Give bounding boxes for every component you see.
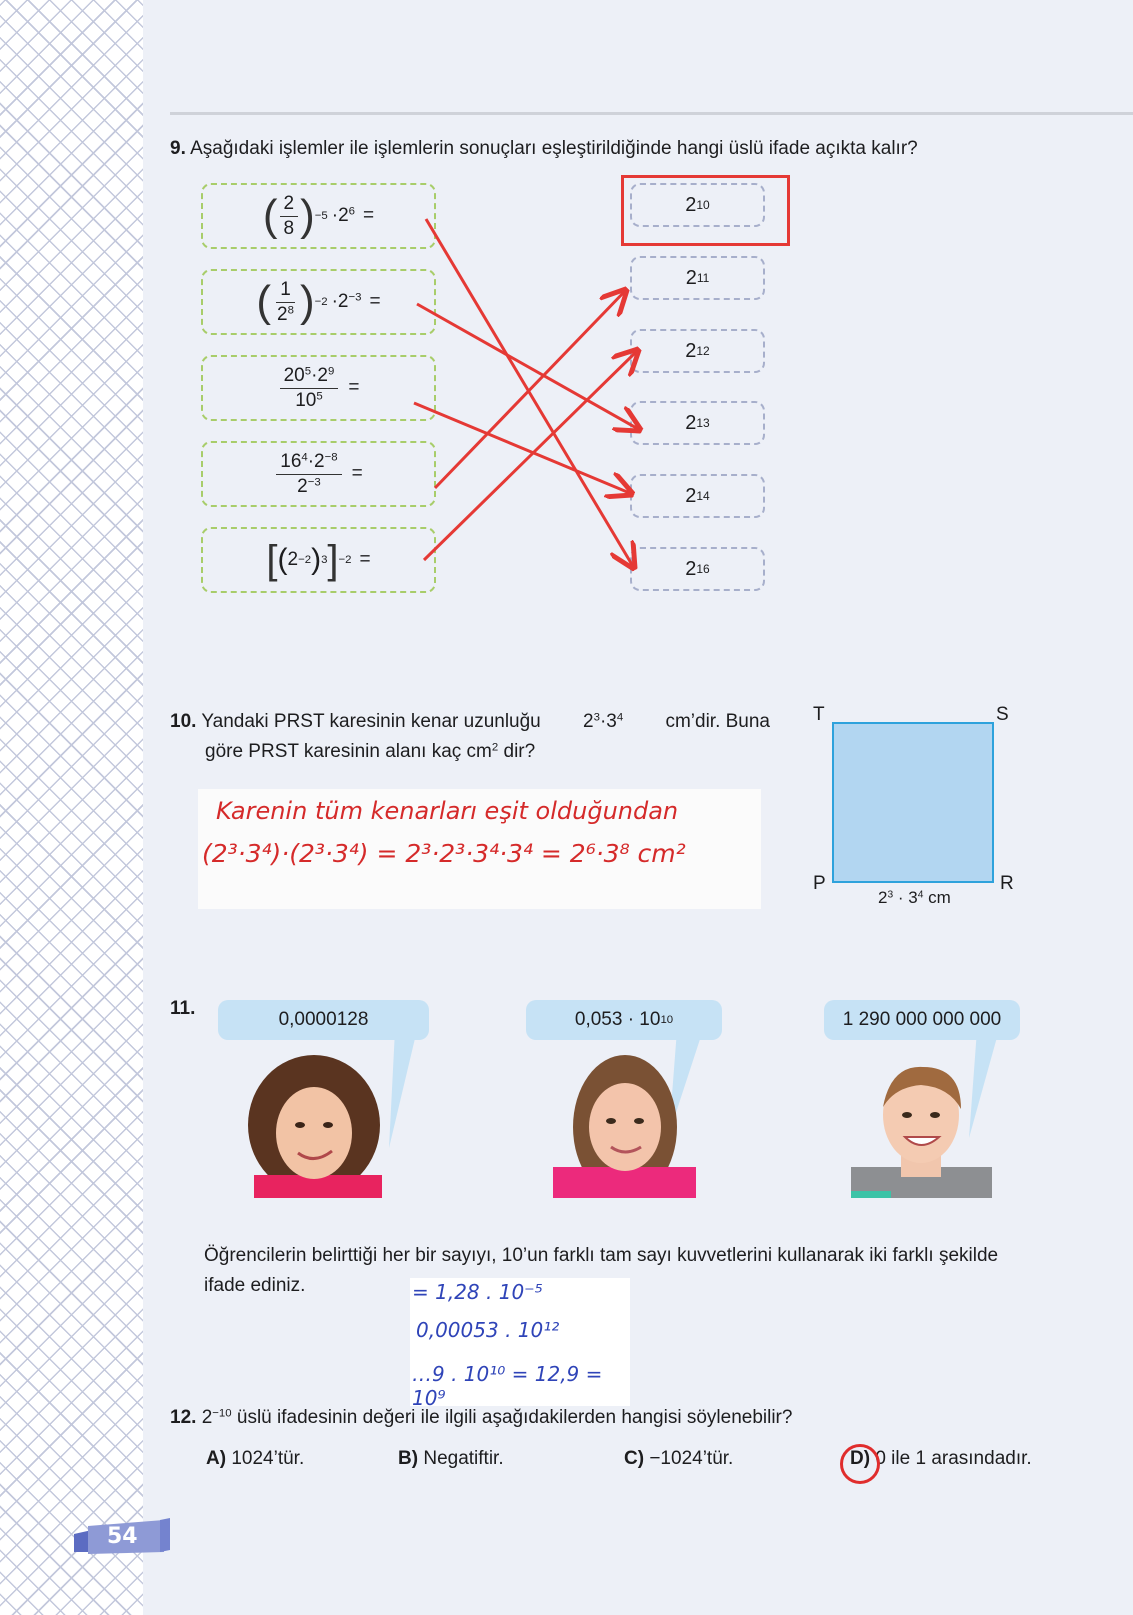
vertex-t: T bbox=[813, 704, 825, 725]
top-divider bbox=[170, 112, 1133, 115]
arrow-e3-to-2-14 bbox=[414, 403, 632, 494]
q11-number: 11. bbox=[170, 998, 196, 1019]
vertex-r: R bbox=[1000, 873, 1014, 894]
expression-box-3: $\frac{20^5\cdot 2^9}{10^5}$ = bbox=[201, 355, 436, 421]
speech-bubble-2: 0,053 · 10 10 bbox=[526, 1000, 722, 1040]
student-photo-boy bbox=[851, 1057, 992, 1198]
vertex-s: S bbox=[996, 704, 1009, 725]
side-length-label: $2^3 \cdot 3^4$ cm bbox=[878, 888, 951, 907]
option-b[interactable]: B) Negatiftir. bbox=[398, 1448, 504, 1469]
student-photo-girl-straight bbox=[553, 1055, 696, 1198]
q11-instruction: Öğrencilerin belirttiği her bir sayıyı, 10’un farklı tam sayı kuvvetlerini kullanarak iki farklı şekilde ifade ediniz. bbox=[204, 1245, 999, 1296]
arrow-e5-to-2-12 bbox=[424, 350, 638, 560]
handwritten-answer-q11: = 1,28 . 10⁻⁵ 0,00053 . 10¹² …9 . 10¹⁰ = 12,9 = 10⁹ bbox=[410, 1278, 630, 1406]
arrow-e1-to-2-16 bbox=[426, 219, 634, 568]
vertex-p: P bbox=[813, 873, 826, 894]
q9-number: 9. bbox=[170, 138, 186, 159]
result-box-2-13: 2 13 bbox=[630, 401, 765, 445]
result-box-2-14: 2 14 bbox=[630, 474, 765, 518]
option-a[interactable]: A) 1024’tür. bbox=[206, 1448, 305, 1469]
result-box-2-12: 2 12 bbox=[630, 329, 765, 373]
result-box-2-16: 2 16 bbox=[630, 547, 765, 591]
decorative-side-pattern bbox=[0, 0, 143, 1615]
expression-box-4: $\frac{16^4\cdot 2^{-8}}{2^{-3}}$ = bbox=[201, 441, 436, 507]
expression-box-2: ( $\frac{1}{2^8}$ ) −2 $\cdot 2^{-3}$ = bbox=[201, 269, 436, 335]
speech-bubble-3: 1 290 000 000 000 bbox=[824, 1000, 1020, 1040]
q12-prompt: 12. $2^{-10}$ üslü ifadesinin değeri ile ilgili aşağıdakilerden hangisi söylenebilir? bbox=[170, 1407, 793, 1428]
handwritten-answer-q10: Karenin tüm kenarları eşit olduğundan (2³·3⁴)·(2³·3⁴) = 2³·2³·3⁴·3⁴ = 2⁶·3⁸ cm² bbox=[198, 789, 761, 909]
q9-text: Aşağıdaki işlemler ile işlemlerin sonuçları eşleştirildiğinde hangi üslü ifade açıkta kalır? bbox=[190, 138, 918, 159]
square-prst bbox=[832, 722, 994, 883]
answer-circle-mark bbox=[840, 1444, 880, 1484]
page-number: 54 bbox=[107, 1524, 138, 1549]
arrow-e2-to-2-13 bbox=[417, 304, 640, 430]
q10-prompt: 10. Yandaki PRST karesinin kenar uzunluğu $2^3\cdot 3^4$ cm’dir. Buna göre PRST karesinin alanı kaç $cm^2$ dir? bbox=[170, 711, 770, 762]
result-box-2-10: 2 10 bbox=[630, 183, 765, 227]
speech-tail-1 bbox=[385, 1030, 425, 1150]
result-box-2-11: 2 11 bbox=[630, 256, 765, 300]
option-c[interactable]: C) −1024’tür. bbox=[624, 1448, 734, 1469]
student-photo-girl-curly bbox=[244, 1055, 382, 1198]
arrow-e4-to-2-11 bbox=[435, 290, 626, 488]
speech-bubble-1: 0,0000128 bbox=[218, 1000, 429, 1040]
option-d[interactable]: D) 0 ile 1 arasındadır. bbox=[850, 1448, 1032, 1469]
q9-prompt bbox=[170, 134, 918, 164]
expression-box-1: ( $\frac{2}{8}$ ) −5 $\cdot 2^6$ = bbox=[201, 183, 436, 249]
expression-box-5: [ ( 2 −2 ) 3 ] −2 = bbox=[201, 527, 436, 593]
